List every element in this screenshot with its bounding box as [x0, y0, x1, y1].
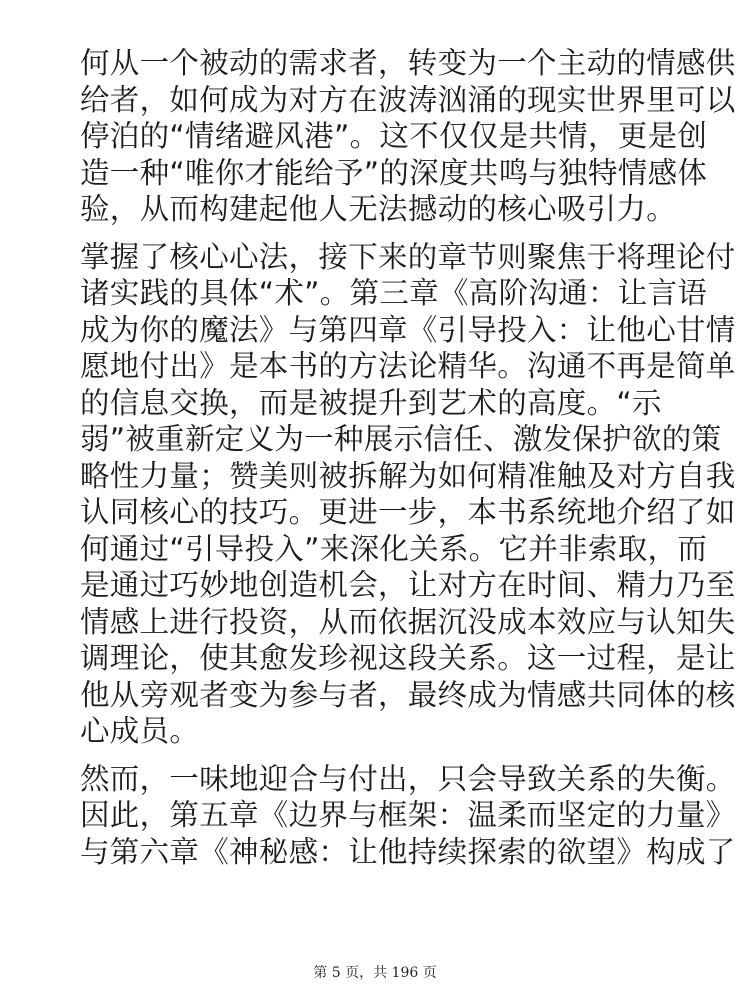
text-line: 情感上进行投资，从而依据沉没成本效应与认知失: [80, 604, 736, 639]
text-line: 成为你的魔法》与第四章《引导投入：让他心甘情: [80, 312, 736, 347]
text-line: 然而，一味地迎合与付出，只会导致关系的失衡。: [80, 761, 736, 796]
text-line: 与第六章《神秘感：让他持续探索的欲望》构成了: [80, 834, 736, 869]
text-line: 调理论，使其愈发珍视这段关系。这一过程，是让: [80, 641, 736, 675]
text-line: 愿地付出》是本书的方法论精华。沟通不再是简单: [80, 349, 736, 383]
paragraph-2: [80, 239, 736, 750]
text-line: 验，从而构建起他人无法撼动的核心吸引力。: [80, 192, 677, 226]
text-line: 略性力量；赞美则被拆解为如何精准触及对方自我: [80, 458, 736, 493]
text-line: 的信息交换，而是被提升到艺术的高度。“示: [80, 385, 662, 420]
text-line: 诸实践的具体“术”。第三章《高阶沟通：让言语: [80, 276, 708, 310]
text-line: 弱”被重新定义为一种展示信任、激发保护欲的策: [80, 422, 722, 456]
text-line: 是通过巧妙地创造机会，让对方在时间、精力乃至: [80, 568, 736, 602]
paragraph-3: [80, 761, 736, 871]
text-line: 给者，如何成为对方在波涛汹涌的现实世界里可以: [80, 82, 736, 117]
text-line: 心成员。: [80, 714, 200, 748]
text-line: 何通过“引导投入”来深化关系。它并非索取，而: [80, 531, 708, 566]
paragraph-1: [80, 45, 736, 228]
page-number-footer: 第 5 页，共 196 页: [313, 965, 437, 981]
text-line: 掌握了核心心法，接下来的章节则聚焦于将理论付: [80, 239, 736, 274]
text-line: 造一种“唯你才能给予”的深度共鸣与独特情感体: [80, 155, 708, 190]
text-line: 认同核心的技巧。更进一步，本书系统地介绍了如: [80, 495, 736, 529]
text-line: 停泊的“情绪避风港”。这不仅仅是共情，更是创: [80, 119, 708, 153]
text-line: 他从旁观者变为参与者，最终成为情感共同体的核: [80, 677, 736, 712]
body-text: [80, 45, 736, 881]
text-line: 何从一个被动的需求者，转变为一个主动的情感供: [80, 46, 736, 80]
text-line: 因此，第五章《边界与框架：温柔而坚定的力量》: [80, 798, 736, 832]
